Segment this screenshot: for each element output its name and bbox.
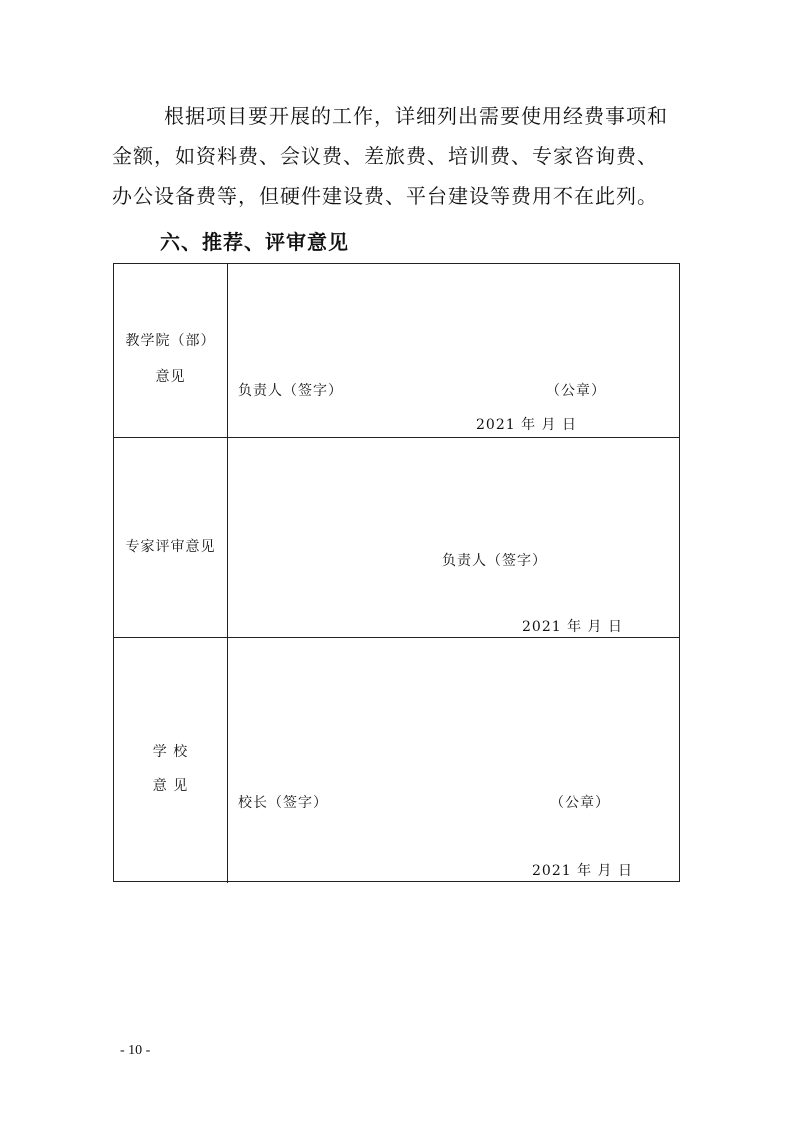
table-row-expert-opinion [114,438,679,638]
seal-label: （公章） [550,795,610,811]
seal-label: （公章） [546,383,606,399]
paragraph-line: 金额，如资料费、会议费、差旅费、培训费、专家咨询费、 [112,144,658,168]
section-title: 六、推荐、评审意见 [160,230,349,254]
date-line: 2021 年 月 日 [522,619,623,635]
opinion-table [113,263,680,882]
row-label-line: 教学院（部） [125,333,216,349]
signer-label: 负责人（签字） [238,383,343,399]
signer-label: 负责人（签字） [442,553,547,569]
paragraph-line: 办公设备费等，但硬件建设费、平台建设等费用不在此列。 [112,184,658,208]
table-row-college-opinion [114,264,679,438]
row-label-cell [114,438,228,637]
date-line: 2021 年 月 日 [532,863,633,879]
row-label-line: 学 校 [152,744,189,760]
signer-label: 校长（签字） [238,795,328,811]
date-line: 2021 年 月 日 [476,417,577,433]
body-paragraph [112,96,692,216]
table-row-school-opinion [114,638,679,883]
row-label-cell [114,638,228,883]
page-number: - 10 - [120,1043,151,1058]
row-label-line: 意 见 [152,778,189,794]
row-label-cell [114,264,228,437]
row-label-line: 意见 [155,369,186,385]
row-label-line: 专家评审意见 [125,539,216,555]
paragraph-line: 根据项目要开展的工作，详细列出需要使用经费事项和 [164,104,668,128]
